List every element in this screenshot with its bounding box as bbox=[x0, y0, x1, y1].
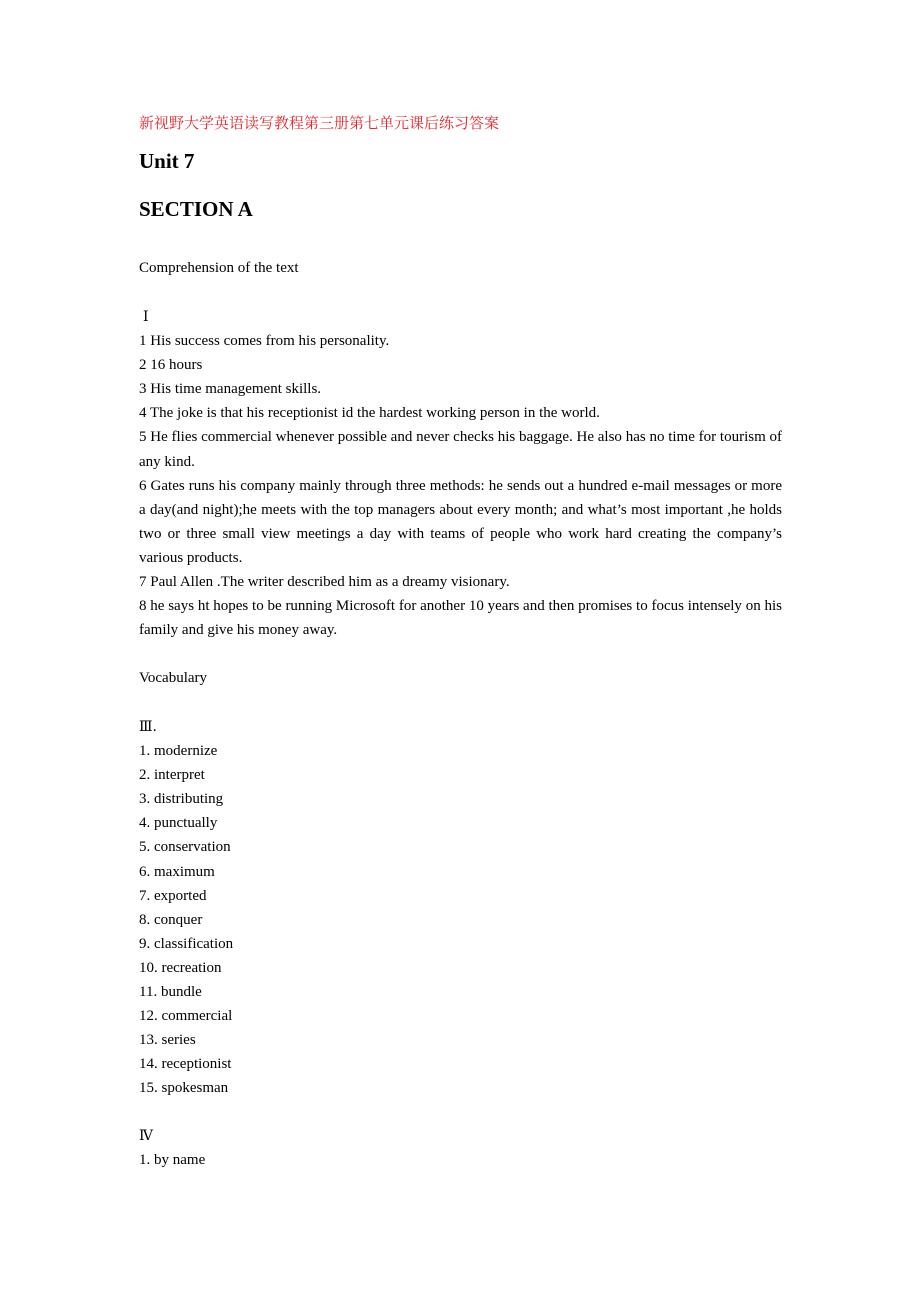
vocab-item: 2. interpret bbox=[139, 767, 205, 784]
vocabulary-part-4 bbox=[139, 1124, 782, 1172]
vocab-item: 6. maximum bbox=[139, 863, 215, 880]
vocab-item: 11. bundle bbox=[139, 984, 202, 1001]
vocab-item: 15. spokesman bbox=[139, 1080, 229, 1097]
part-label-1: Ⅰ bbox=[143, 309, 149, 325]
vocabulary-part-3 bbox=[139, 715, 782, 1101]
comprehension-answers bbox=[139, 305, 782, 642]
answer-item: 1 His success comes from his personality. bbox=[139, 333, 390, 350]
comprehension-heading bbox=[139, 256, 782, 280]
vocab-item: 1. by name bbox=[139, 1152, 206, 1169]
document-title: 新视野大学英语读写教程第三册第七单元课后练习答案 bbox=[139, 116, 500, 132]
vocab-item: 7. exported bbox=[139, 887, 207, 904]
answer-item: 7 Paul Allen .The writer described him as a dreamy visionary. bbox=[139, 574, 510, 591]
vocabulary-heading-text: Vocabulary bbox=[139, 670, 208, 686]
answer-item: 2 16 hours bbox=[139, 357, 203, 374]
section-heading: SECTION A bbox=[139, 197, 253, 221]
comprehension-heading-text: Comprehension of the text bbox=[139, 260, 299, 276]
part-label-3: Ⅲ. bbox=[139, 719, 157, 735]
vocab-item: 3. distributing bbox=[139, 791, 224, 808]
vocab-item: 8. conquer bbox=[139, 911, 203, 928]
unit-heading: Unit 7 bbox=[139, 149, 195, 173]
part-label-4: Ⅳ bbox=[139, 1128, 153, 1144]
answer-item: 4 The joke is that his receptionist id the hardest working person in the world. bbox=[139, 405, 600, 422]
vocab-item: 13. series bbox=[139, 1032, 196, 1049]
vocab-item: 12. commercial bbox=[139, 1008, 233, 1025]
answer-item: 6 Gates runs his company mainly through three methods: he sends out a hundred e-mail messages or more a day(and night);he meets with the top managers about every month; and what’s most important ,he holds two or three small view meetings a day with teams of people who work hard creating the company’s various products. bbox=[139, 477, 782, 566]
vocab-item: 9. classification bbox=[139, 935, 234, 952]
vocab-item: 14. receptionist bbox=[139, 1056, 232, 1073]
answer-item: 8 he says ht hopes to be running Microsoft for another 10 years and then promises to focus intensely on his family and give his money away. bbox=[139, 598, 782, 639]
answer-item: 5 He flies commercial whenever possible and never checks his baggage. He also has no time for tourism of any kind. bbox=[139, 429, 782, 470]
vocab-item: 10. recreation bbox=[139, 959, 222, 976]
vocab-item: 1. modernize bbox=[139, 743, 218, 760]
vocab-item: 4. punctually bbox=[139, 815, 218, 832]
vocab-item: 5. conservation bbox=[139, 839, 231, 856]
vocabulary-heading bbox=[139, 666, 782, 690]
answer-item: 3 His time management skills. bbox=[139, 381, 322, 398]
